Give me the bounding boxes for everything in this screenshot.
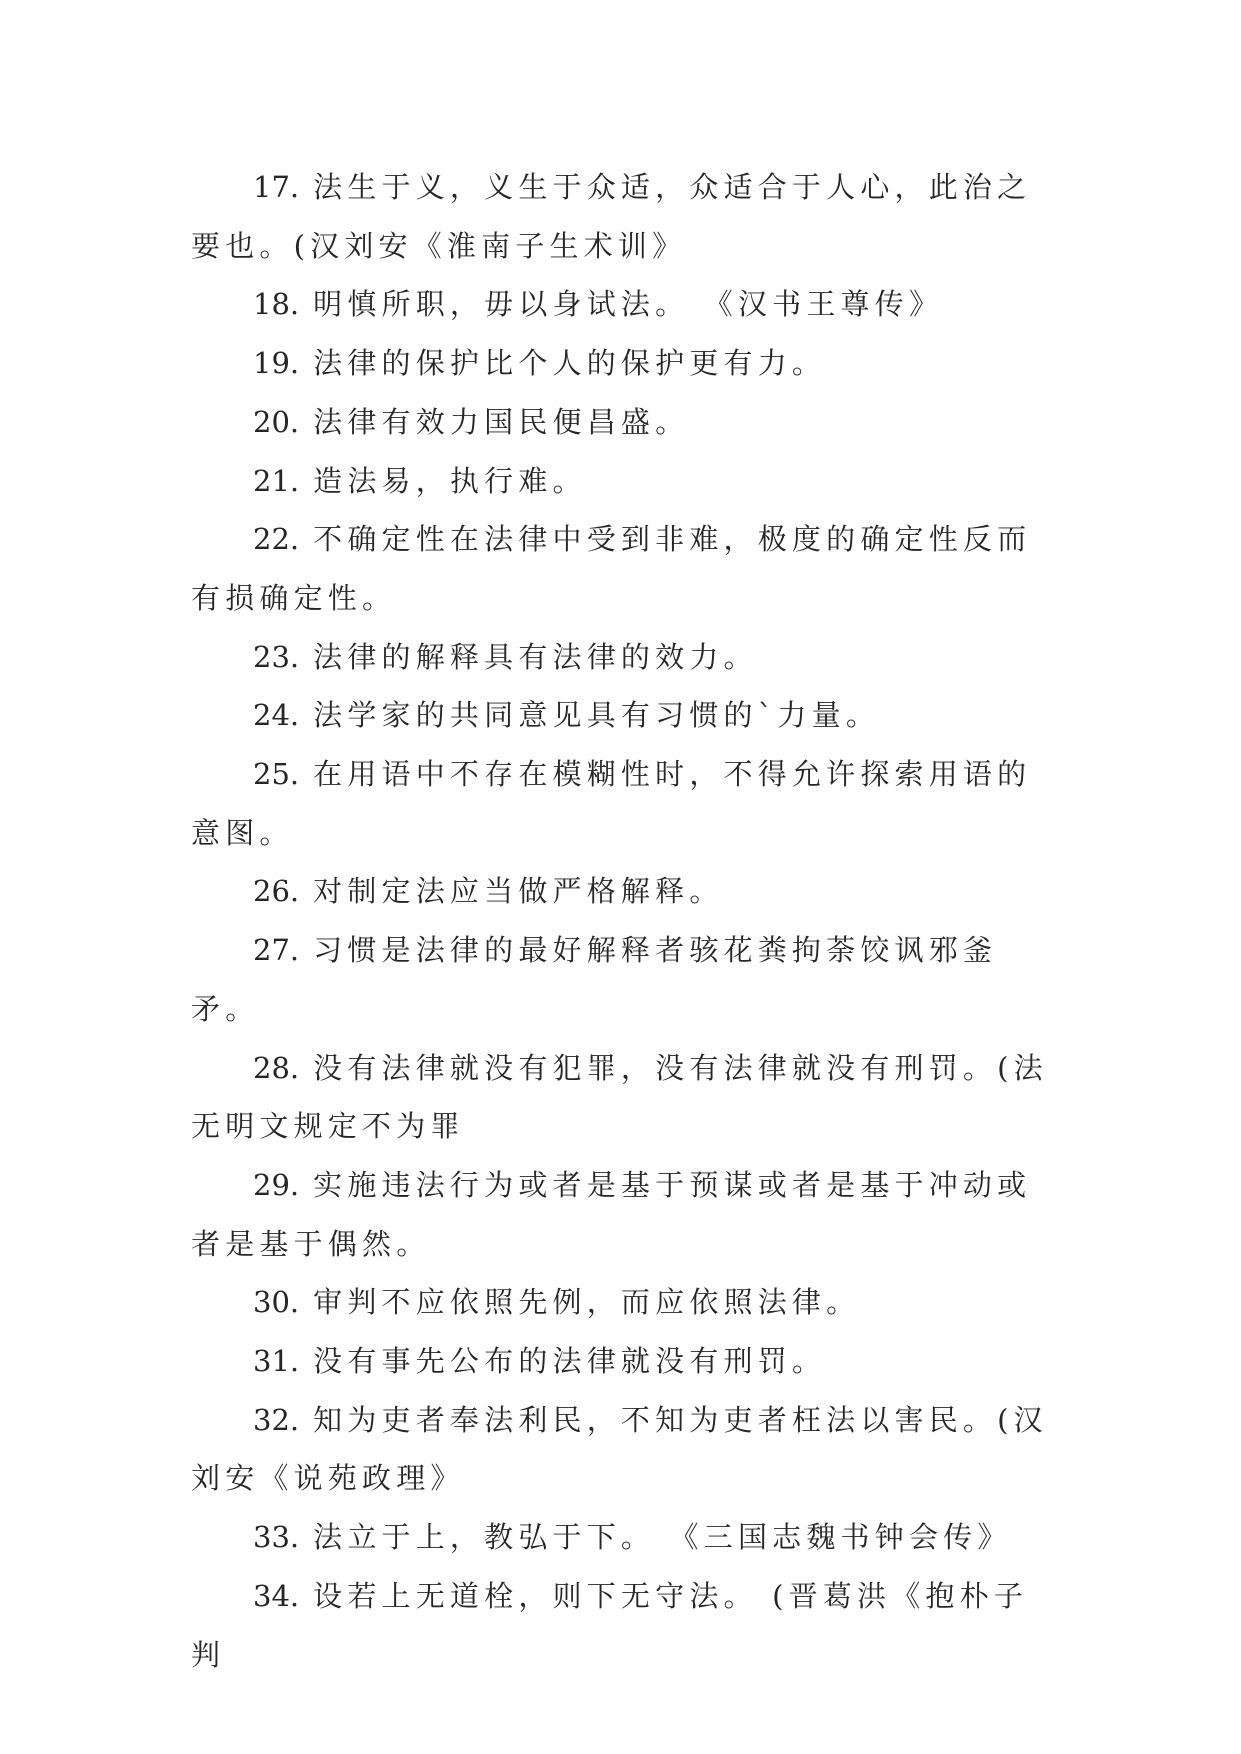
item-text: 法律的解释具有法律的效力。 bbox=[313, 639, 758, 674]
item-text: 实施违法行为或者是基于预谋或者是基于冲动或者是基于偶然。 bbox=[191, 1167, 1032, 1261]
item-text: 没有法律就没有犯罪，没有法律就没有刑罚。(法无明文规定不为罪 bbox=[191, 1050, 1048, 1144]
item-text: 知为吏者奉法利民，不知为吏者枉法以害民。(汉刘安《说苑政理》 bbox=[191, 1402, 1048, 1496]
item-text: 造法易，执行难。 bbox=[313, 463, 587, 498]
item-number: 26. bbox=[253, 874, 300, 909]
paragraph-30 bbox=[191, 1273, 1061, 1332]
paragraph-32 bbox=[191, 1391, 1061, 1508]
item-number: 19. bbox=[253, 346, 300, 381]
item-text: 法律的保护比个人的保护更有力。 bbox=[313, 346, 827, 381]
item-number: 28. bbox=[253, 1050, 300, 1085]
item-number: 24. bbox=[253, 698, 300, 733]
item-number: 33. bbox=[253, 1520, 300, 1555]
paragraph-19 bbox=[191, 334, 1061, 393]
item-text: 不确定性在法律中受到非难，极度的确定性反而有损确定性。 bbox=[191, 522, 1032, 615]
item-number: 25. bbox=[253, 757, 300, 792]
item-number: 30. bbox=[253, 1285, 300, 1320]
item-number: 21. bbox=[253, 463, 300, 498]
paragraph-26 bbox=[191, 862, 1061, 921]
paragraph-21 bbox=[191, 452, 1061, 511]
item-text: 法律有效力国民便昌盛。 bbox=[313, 404, 690, 439]
paragraph-24 bbox=[191, 686, 1061, 745]
item-number: 20. bbox=[253, 404, 300, 439]
paragraph-29 bbox=[191, 1156, 1061, 1273]
item-number: 29. bbox=[253, 1167, 300, 1202]
item-text: 对制定法应当做严格解释。 bbox=[313, 874, 724, 909]
paragraph-22 bbox=[191, 510, 1061, 627]
paragraph-17 bbox=[191, 158, 1061, 275]
item-text: 法生于义，义生于众适，众适合于人心，此治之要也。(汉刘安《淮南子生术训》 bbox=[191, 170, 1032, 263]
item-number: 18. bbox=[253, 287, 300, 322]
item-number: 32. bbox=[253, 1402, 300, 1437]
item-number: 17. bbox=[253, 170, 300, 204]
paragraph-34 bbox=[191, 1567, 1061, 1684]
item-number: 31. bbox=[253, 1344, 300, 1379]
paragraph-27 bbox=[191, 921, 1061, 1038]
paragraph-28 bbox=[191, 1039, 1061, 1156]
item-number: 34. bbox=[253, 1578, 300, 1613]
item-number: 27. bbox=[253, 933, 300, 968]
item-text: 法立于上，教弘于下。 《三国志魏书钟会传》 bbox=[313, 1520, 1012, 1555]
paragraph-33 bbox=[191, 1508, 1061, 1567]
item-number: 23. bbox=[253, 639, 300, 674]
item-text: 没有事先公布的法律就没有刑罚。 bbox=[313, 1344, 827, 1379]
item-text: 明慎所职，毋以身试法。 《汉书王尊传》 bbox=[313, 287, 944, 322]
item-text: 设若上无道栓，则下无守法。 (晋葛洪《抱朴子判 bbox=[191, 1578, 1029, 1672]
paragraph-31 bbox=[191, 1332, 1061, 1391]
paragraph-25 bbox=[191, 745, 1061, 862]
paragraph-23 bbox=[191, 628, 1061, 687]
item-text: 习惯是法律的最好解释者骇花粪拘荼饺讽邪釜矛。 bbox=[191, 933, 998, 1026]
item-number: 22. bbox=[253, 522, 300, 557]
paragraph-18 bbox=[191, 275, 1061, 334]
paragraph-20 bbox=[191, 393, 1061, 452]
item-text: 审判不应依照先例，而应依照法律。 bbox=[313, 1285, 861, 1320]
document-body bbox=[191, 158, 1061, 1684]
item-text: 法学家的共同意见具有习惯的`力量。 bbox=[313, 698, 881, 733]
item-text: 在用语中不存在模糊性时，不得允许探索用语的意图。 bbox=[191, 757, 1032, 850]
